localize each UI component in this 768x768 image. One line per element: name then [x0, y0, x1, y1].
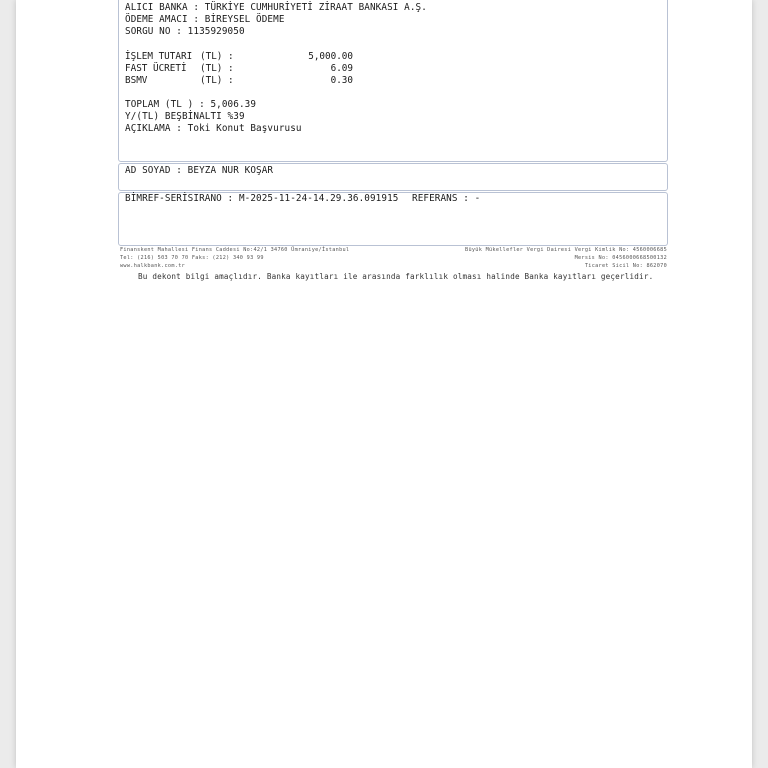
amount-unit-fast-fee: (TL) :	[200, 63, 234, 74]
amount-label-transaction: İŞLEM TUTARI	[125, 51, 193, 62]
footer-mersis: Mersis No: 0456000668500132	[574, 255, 667, 261]
amount-value-transaction: 5,000.00	[308, 51, 353, 62]
reference: REFERANS : -	[412, 193, 481, 204]
amount-label-fast-fee: FAST ÜCRETİ	[125, 63, 187, 74]
amount-unit-bsmv: (TL) :	[200, 75, 234, 86]
bimref-serial: BİMREF-SERİSIRANO : M-2025-11-24-14.29.36.091915	[125, 193, 399, 204]
footer-trade-registry: Ticaret Sicil No: 862070	[584, 263, 667, 269]
total-amount: TOPLAM (TL ) : 5,006.39	[125, 99, 257, 110]
footer-address: Finanskent Mahallesi Finans Caddesi No:42/1 34760 Ümraniye/İstanbul	[120, 247, 350, 253]
amount-unit-transaction: (TL) :	[200, 51, 234, 62]
amount-label-bsmv: BSMV	[125, 75, 148, 86]
disclaimer-text: Bu dekont bilgi amaçlıdır. Banka kayıtları ile arasında farklılık olması halinde Banka kayıtları geçerlidir.	[138, 272, 654, 281]
full-name: AD SOYAD : BEYZA NUR KOŞAR	[125, 165, 274, 176]
payment-purpose: ÖDEME AMACI : BİREYSEL ÖDEME	[125, 14, 285, 25]
description: AÇIKLAMA : Toki Konut Başvurusu	[125, 123, 302, 134]
query-number: SORGU NO : 1135929050	[125, 26, 245, 37]
footer-tax-info: Büyük Mükellefler Vergi Dairesi Vergi Kimlik No: 4560006685	[465, 247, 667, 253]
receiver-bank: ALICI BANKA : TÜRKİYE CUMHURİYETİ ZİRAAT BANKASI A.Ş.	[125, 2, 427, 13]
amount-value-bsmv: 0.30	[330, 75, 353, 86]
footer-website: www.halkbank.com.tr	[120, 263, 186, 269]
footer-phone: Tel: (216) 503 70 70 Faks: (212) 340 93 99	[120, 255, 264, 261]
amount-value-fast-fee: 6.09	[330, 63, 353, 74]
amount-in-words: Y/(TL) BEŞBİNALTI %39	[125, 111, 245, 122]
